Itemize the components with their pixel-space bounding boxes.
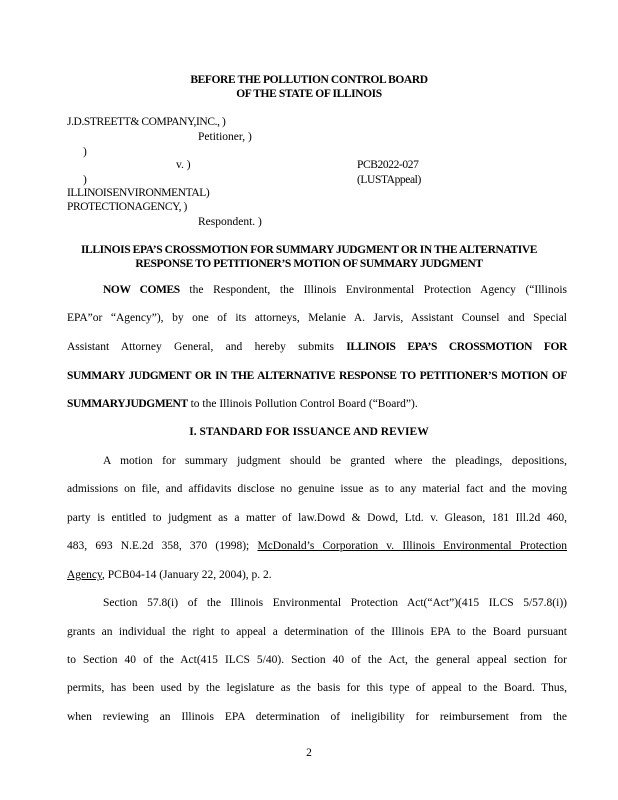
intro-line-text: to the Illinois Pollution Control Board (“Board”). <box>190 398 418 410</box>
case-citation-link: McDonald’s Corporation v. Illinois Environmental Protection <box>257 540 568 552</box>
intro-line <box>103 284 567 296</box>
intro-line-text: Assistant Attorney General, and hereby submits <box>67 341 334 353</box>
respondent-name-line1: ILLINOISENVIRONMENTAL) <box>67 187 210 199</box>
section-heading: I. STANDARD FOR ISSUANCE AND REVIEW <box>189 426 429 438</box>
body-line: permits, has been used by the legislature as the basis for this type of appeal to the Board. Thus, <box>67 682 567 694</box>
intro-line-text: the Respondent, the Illinois Environmental Protection Agency (“Illinois <box>189 284 567 296</box>
court-name-line1: BEFORE THE POLLUTION CONTROL BOARD <box>190 74 428 86</box>
motion-name-bold: ILLINOIS EPA’S CROSSMOTION FOR <box>346 341 568 353</box>
caption-paren: ) <box>83 146 87 158</box>
court-name-line2: OF THE STATE OF ILLINOIS <box>236 88 382 100</box>
case-type: (LUSTAppeal) <box>357 174 421 186</box>
now-comes-text: NOW COMES <box>103 284 180 296</box>
caption-versus: v. ) <box>176 159 191 171</box>
intro-line: SUMMARY JUDGMENT OR IN THE ALTERNATIVE RESPONSE TO PETITIONER’S MOTION OF <box>67 370 567 382</box>
intro-line: EPA”or “Agency”), by one of its attorneys, Melanie A. Jarvis, Assistant Counsel and Special <box>67 312 567 324</box>
petitioner-name: J.D.STREETT& COMPANY,INC., ) <box>67 116 226 128</box>
body-line: when reviewing an Illinois EPA determination of ineligibility for reimbursement from the <box>67 711 567 723</box>
body-line: grants an individual the right to appeal a determination of the Illinois EPA to the Board pursuant <box>67 626 567 638</box>
case-number: PCB2022-027 <box>357 159 419 171</box>
intro-line <box>67 341 567 353</box>
caption-paren: ) <box>83 174 87 186</box>
case-citation-link: Agency <box>67 569 103 581</box>
body-line <box>67 569 272 581</box>
motion-name-bold: SUMMARYJUDGMENT <box>67 398 188 410</box>
citation-text: 483, 693 N.E.2d 358, 370 (1998); <box>67 540 250 552</box>
respondent-role: Respondent. ) <box>198 216 262 228</box>
body-line: party is entitled to judgment as a matter of law.Dowd & Dowd, Ltd. v. Gleason, 181 Ill.2d 460, <box>67 512 567 524</box>
body-line: Section 57.8(i) of the Illinois Environmental Protection Act(“Act”)(415 ILCS 5/57.8(i)) <box>103 597 567 609</box>
body-line <box>67 540 567 552</box>
motion-title-line1: ILLINOIS EPA’S CROSSMOTION FOR SUMMARY JUDGMENT OR IN THE ALTERNATIVE <box>80 244 538 256</box>
body-line: admissions on file, and affidavits disclose no genuine issue as to any material fact and the moving <box>67 483 567 495</box>
citation-text: , PCB04-14 (January 22, 2004), p. 2. <box>102 569 272 581</box>
intro-line <box>67 398 418 410</box>
motion-title-line2: RESPONSE TO PETITIONER’S MOTION OF SUMMARY JUDGMENT <box>135 258 483 270</box>
body-line: to Section 40 of the Act(415 ILCS 5/40). Section 40 of the Act, the general appeal section for <box>67 654 567 666</box>
body-line: A motion for summary judgment should be granted where the pleadings, depositions, <box>103 455 567 467</box>
respondent-name-line2: PROTECTIONAGENCY, ) <box>67 201 187 213</box>
page-number: 2 <box>306 747 312 759</box>
petitioner-role: Petitioner, ) <box>198 131 252 143</box>
